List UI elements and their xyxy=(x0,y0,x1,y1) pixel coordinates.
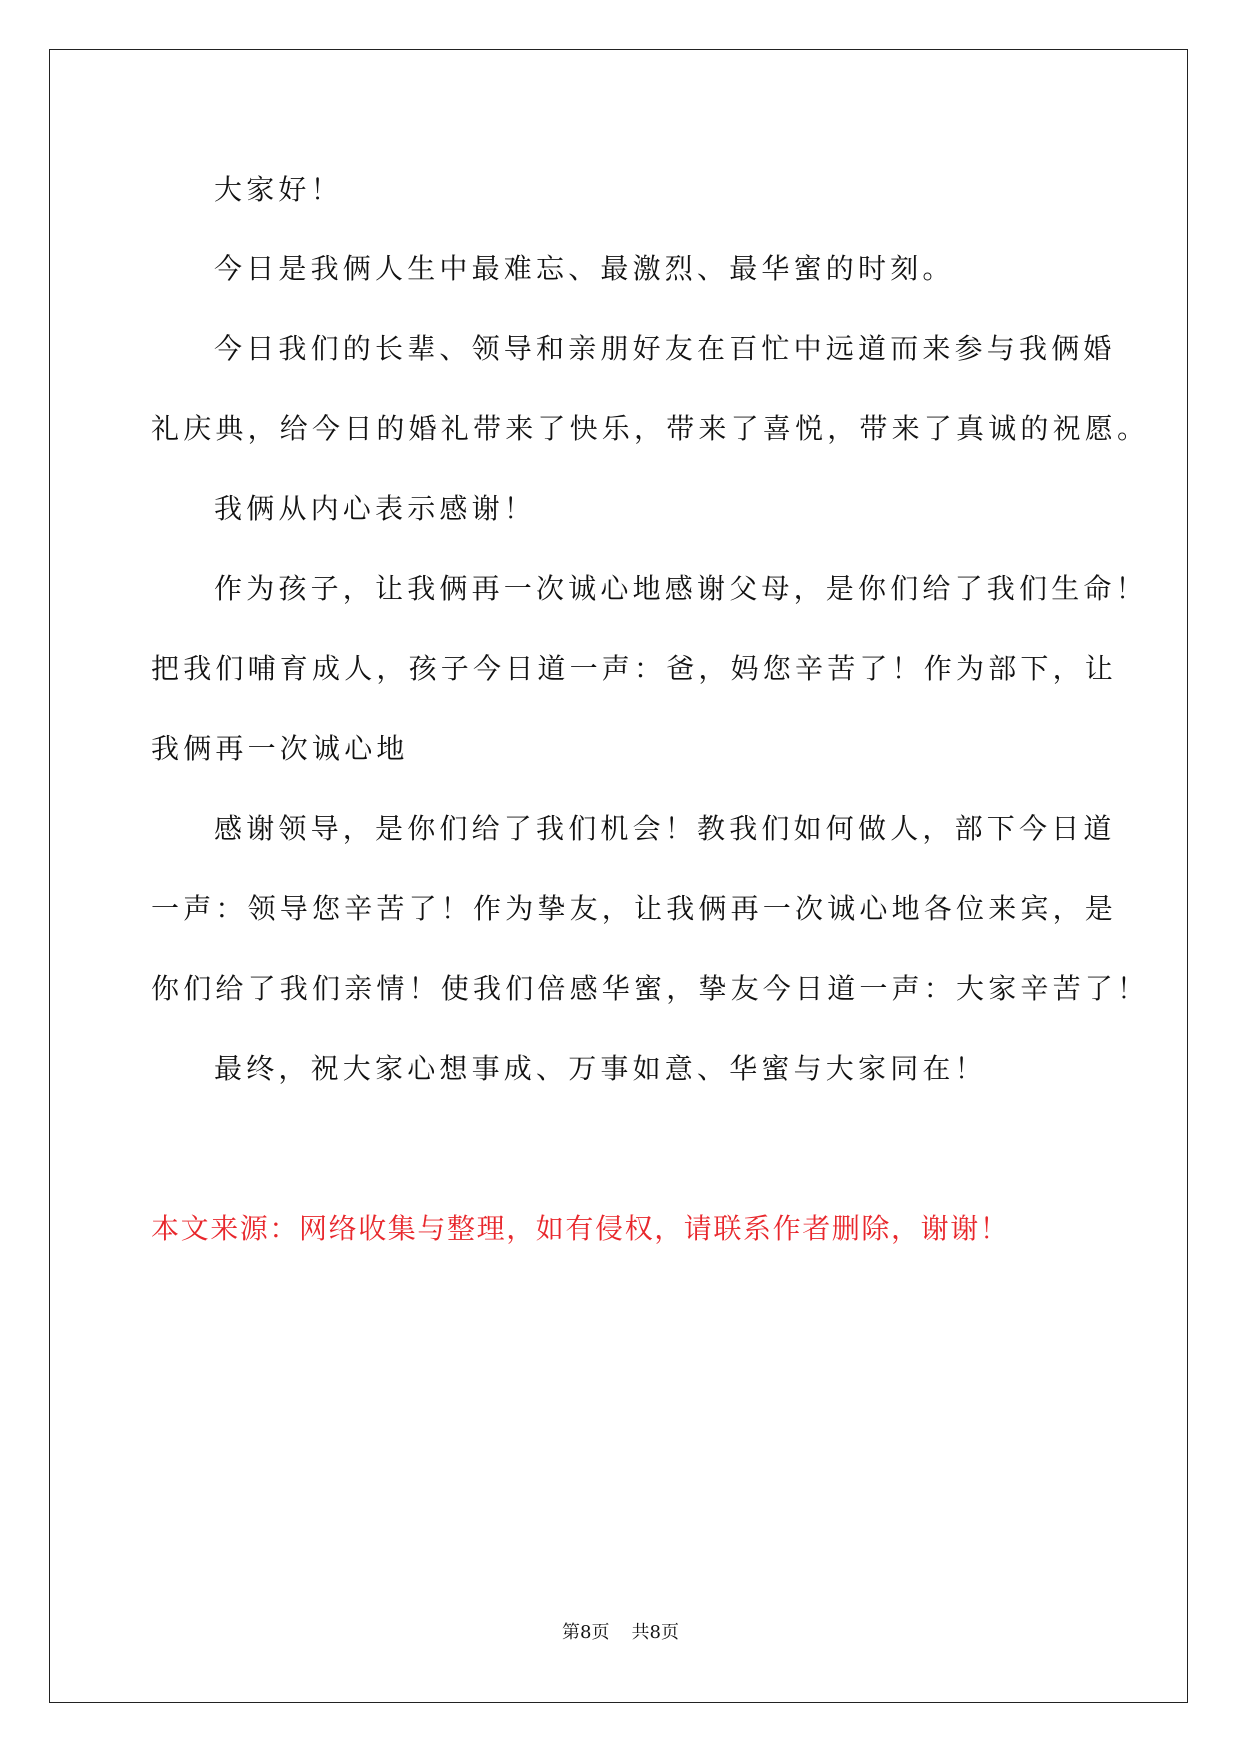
total-pages-label: 共8页 xyxy=(631,1622,679,1643)
body-line: 今日是我俩人生中最难忘、最激烈、最华蜜的时刻。 xyxy=(214,252,955,285)
body-line: 一声：领导您辛苦了！作为挚友，让我俩再一次诚心地各位来宾，是 xyxy=(151,892,1118,925)
closing-line: 最终，祝大家心想事成、万事如意、华蜜与大家同在！ xyxy=(214,1052,987,1085)
body-line: 你们给了我们亲情！使我们倍感华蜜，挚友今日道一声：大家辛苦了！ xyxy=(151,972,1150,1005)
body-line: 我俩再一次诚心地 xyxy=(151,732,409,765)
greeting-line: 大家好！ xyxy=(214,173,343,206)
body-line: 礼庆典，给今日的婚礼带来了快乐，带来了喜悦，带来了真诚的祝愿。 xyxy=(151,412,1150,445)
body-line: 把我们哺育成人，孩子今日道一声：爸，妈您辛苦了！作为部下，让 xyxy=(151,652,1118,685)
body-line: 今日我们的长辈、领导和亲朋好友在百忙中远道而来参与我俩婚 xyxy=(214,332,1116,365)
page-border xyxy=(49,49,1188,1703)
body-line: 作为孩子，让我俩再一次诚心地感谢父母，是你们给了我们生命！ xyxy=(214,572,1148,605)
body-line: 我俩从内心表示感谢！ xyxy=(214,492,537,525)
source-note: 本文来源：网络收集与整理，如有侵权，请联系作者删除，谢谢！ xyxy=(151,1212,1010,1245)
page-footer xyxy=(0,1621,1241,1645)
body-line: 感谢领导，是你们给了我们机会！教我们如何做人，部下今日道 xyxy=(214,812,1116,845)
current-page-label: 第8页 xyxy=(562,1622,610,1643)
